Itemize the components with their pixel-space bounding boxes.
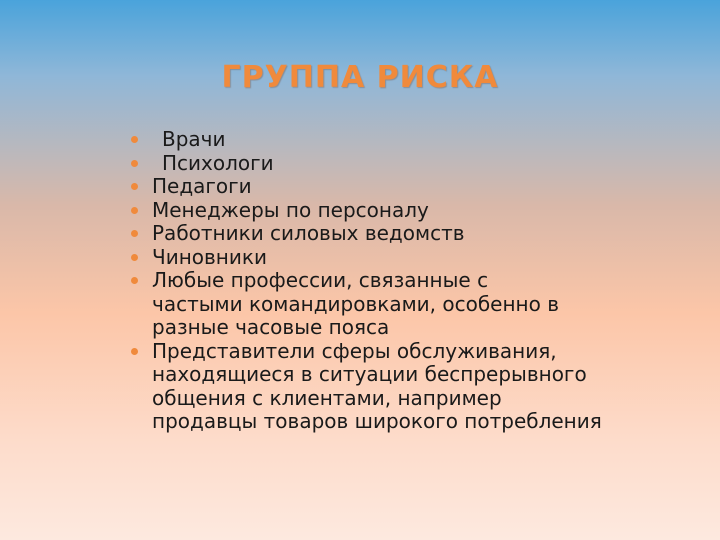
list-item-text: Педагоги	[152, 174, 252, 198]
list-item-text: Врачи	[162, 127, 226, 151]
list-item-text: Менеджеры по персоналу	[152, 197, 429, 222]
list-item-text: Психологи	[162, 150, 274, 175]
bullet-icon	[131, 160, 138, 167]
list-item	[130, 128, 690, 152]
list-item	[130, 340, 690, 434]
list-item	[130, 152, 690, 176]
bullet-icon	[131, 230, 138, 237]
bullet-icon	[131, 136, 138, 143]
list-item	[130, 222, 690, 246]
bullet-icon	[131, 254, 138, 261]
list-item-text: Работники силовых ведомств	[152, 221, 465, 245]
bullet-icon	[131, 348, 138, 355]
list-item-text: Представители сферы обслуживания, находящиеся в ситуации беспрерывного общения с клиентами, например продавцы товаров широкого потребления	[152, 338, 602, 433]
list-item-text: Чиновники	[152, 244, 267, 269]
list-item	[130, 269, 690, 340]
bullet-icon	[131, 207, 138, 214]
list-item-text: Любые профессии, связанные с частыми командировками, особенно в разные часовые пояса	[152, 268, 560, 339]
list-item	[130, 199, 690, 223]
list-item	[130, 175, 690, 199]
bullet-icon	[131, 183, 138, 190]
risk-group-list	[130, 128, 690, 434]
bullet-icon	[131, 277, 138, 284]
slide-title: ГРУППА РИСКА	[221, 60, 499, 95]
list-item	[130, 246, 690, 270]
